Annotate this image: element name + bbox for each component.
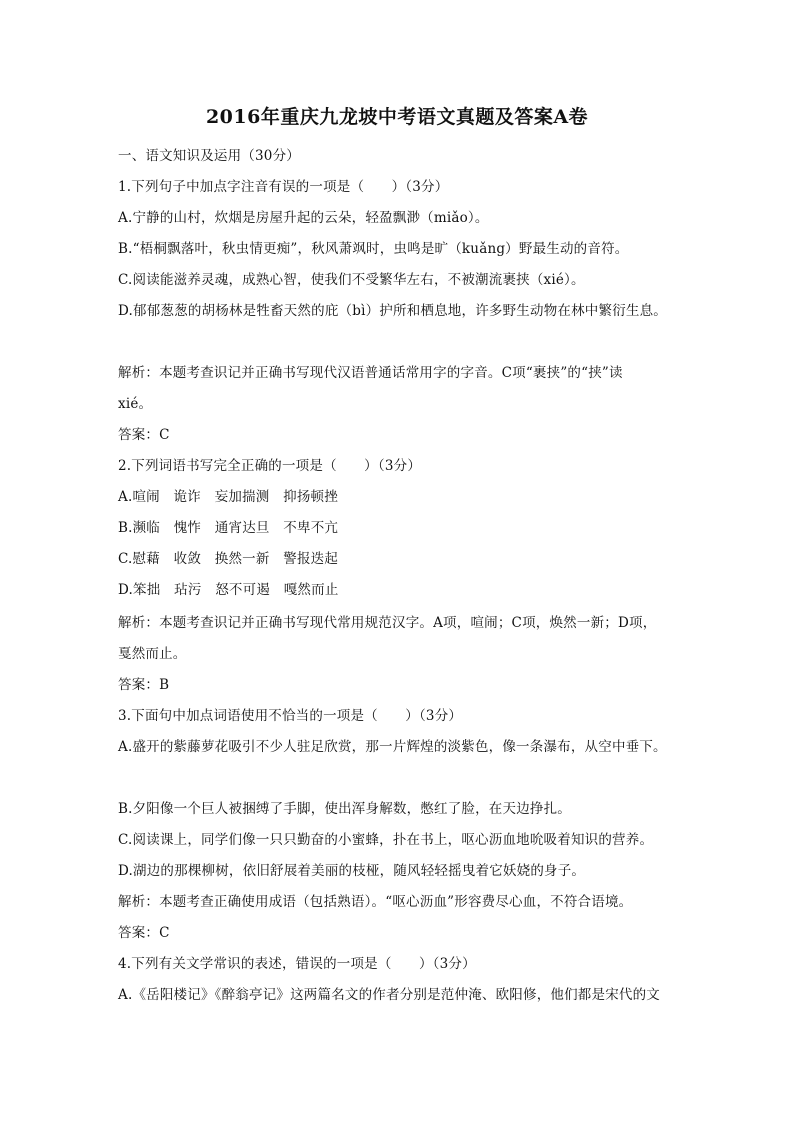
question-2-analysis: 解析：本题考查识记并正确书写现代常用规范汉字。A项，喧闹；C项，焕然一新；D项， — [118, 615, 657, 631]
question-3-option-a: A.盛开的紫藤萝花吸引不少人驻足欣赏，那一片辉煌的淡紫色，像一条瀑布，从空中垂下。 — [118, 739, 667, 755]
question-4-option-a: A.《岳阳楼记》《醉翁亭记》这两篇名文的作者分别是范仲淹、欧阳修，他们都是宋代的文 — [118, 987, 660, 1003]
question-2-option-c: C.慰藉 收敛 换然一新 警报迭起 — [118, 551, 339, 567]
question-1-answer: 答案：C — [118, 427, 170, 443]
question-1-option-c: C.阅读能滋养灵魂，成熟心智，使我们不受繁华左右，不被潮流裹挟（xié）。 — [118, 272, 585, 288]
question-1-analysis: 解析：本题考查识记并正确书写现代汉语普通话常用字的字音。C项“裹挟”的“挟”读 — [118, 365, 623, 381]
question-2-option-b: B.濒临 愧怍 通宵达旦 不卑不亢 — [118, 520, 339, 536]
question-3-analysis: 解析：本题考查正确使用成语（包括熟语）。“呕心沥血”形容费尽心血，不符合语境。 — [118, 894, 633, 910]
question-3-option-c: C.阅读课上，同学们像一只只勤奋的小蜜蜂，扑在书上，呕心沥血地吮吸着知识的营养。 — [118, 832, 654, 848]
document-title: 2016年重庆九龙坡中考语文真题及答案A卷 — [205, 106, 589, 128]
question-3-option-d: D.湖边的那棵柳树，依旧舒展着美丽的枝桠，随风轻轻摇曳着它妖娆的身子。 — [118, 863, 586, 879]
question-3-answer: 答案：C — [118, 925, 170, 941]
question-2-stem: 2.下列词语书写完全正确的一项是（ ）（3分） — [118, 458, 422, 474]
question-3-option-b: B.夕阳像一个巨人被捆缚了手脚，使出浑身解数，憋红了脸，在天边挣扎。 — [118, 801, 572, 817]
question-2-option-d: D.笨拙 玷污 怒不可遏 嘎然而止 — [118, 582, 339, 598]
question-2-answer: 答案：B — [118, 677, 170, 693]
question-2-analysis-cont: 戛然而止。 — [118, 646, 187, 662]
question-1-option-a: A.宁静的山村，炊烟是房屋升起的云朵，轻盈飘渺（miǎo）。 — [118, 210, 489, 226]
question-1-option-d: D.郁郁葱葱的胡杨林是牲畜天然的庇（bì）护所和栖息地，许多野生动物在林中繁衍生息。 — [118, 303, 667, 319]
question-2-option-a: A.喧闹 诡诈 妄加揣测 抑扬顿挫 — [118, 489, 338, 505]
question-4-stem: 4.下列有关文学常识的表述，错误的一项是（ ）（3分） — [118, 956, 476, 972]
section-heading: 一、语文知识及运用（30分） — [118, 148, 300, 164]
question-1-option-b: B.“梧桐飘落叶，秋虫情更痴”，秋风萧飒时，虫鸣是旷（kuǎng）野最生动的音符。 — [118, 241, 629, 257]
question-3-stem: 3.下面句中加点词语使用不恰当的一项是（ ）（3分） — [118, 708, 463, 724]
question-1-stem: 1.下列句子中加点字注音有误的一项是（ ）（3分） — [118, 179, 449, 195]
question-1-analysis-cont: xié。 — [118, 396, 153, 412]
